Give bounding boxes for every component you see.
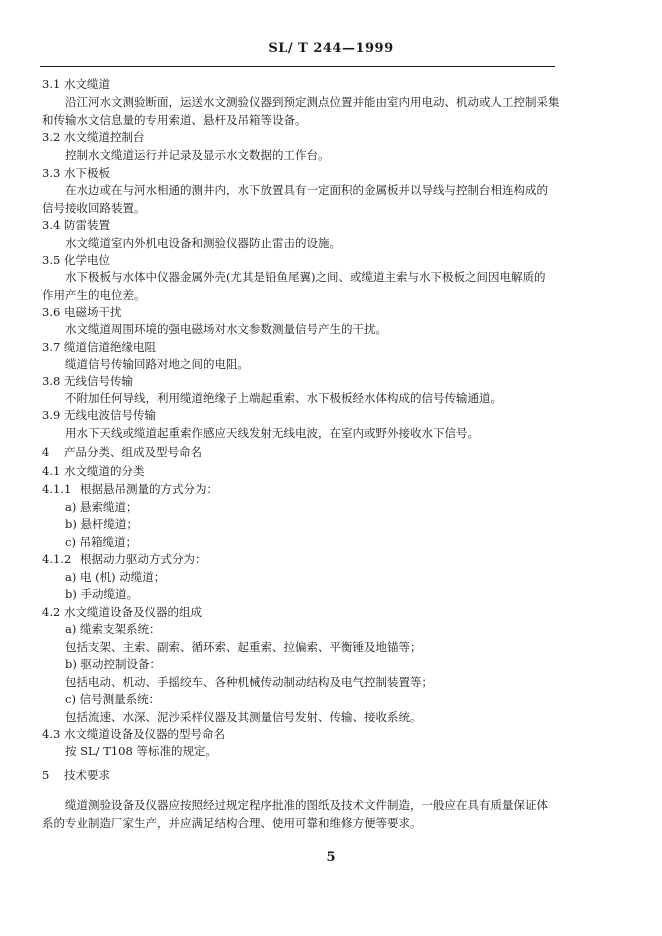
clause-title: 无线信号传输	[64, 374, 133, 388]
list-item: a) 缆索支架系统：	[65, 622, 161, 636]
clause-text: 在水边或在与河水相通的测井内，水下放置具有一定面积的金属板并以导线与控制台相连构成的	[65, 183, 548, 197]
list-item: a) 电 (机) 动缆道；	[65, 570, 166, 584]
clause-text: 缆道测验设备及仪器应按照经过规定程序批准的图纸及技术文件制造，一般应在具有质量保证体	[65, 798, 548, 812]
list-item: b) 悬杆缆道；	[65, 517, 139, 531]
clause-text: 水下极板与水体中仪器金属外壳(尤其是铅鱼尾翼)之间、或缆道主索与水下极板之间因电解质的	[65, 270, 546, 284]
page-number: 5	[326, 850, 336, 865]
clause-title: 水文缆道控制台	[64, 130, 145, 144]
chapter-title: 产品分类、组成及型号命名	[64, 445, 202, 459]
clause-number: 3.9	[42, 408, 61, 422]
clause-text: 控制水文缆道运行并记录及显示水文数据的工作台。	[65, 148, 330, 162]
clause-number: 3.7	[42, 340, 61, 354]
clause-title: 防雷装置	[64, 218, 110, 232]
clause-text: 缆道信号传输回路对地之间的电阻。	[65, 357, 249, 371]
subclause-heading	[42, 482, 218, 496]
clause-heading	[42, 374, 133, 388]
chapter-number: 5	[42, 768, 50, 782]
chapter-heading	[42, 445, 202, 459]
clause-text: 作用产生的电位差。	[42, 288, 146, 302]
clause-heading	[42, 408, 156, 422]
clause-title: 缆道信道绝缘电阻	[64, 340, 156, 354]
subclause-title: 根据动力驱动方式分为：	[80, 552, 207, 566]
clause-heading	[42, 218, 110, 232]
clause-heading	[42, 340, 156, 354]
clause-heading	[42, 77, 110, 91]
chapter-heading	[42, 768, 110, 782]
clause-text: 沿江河水文测验断面，运送水文测验仪器到预定测点位置并能由室内用电动、机动或人工控制采集	[65, 95, 560, 109]
subclause-number: 4.1.1	[42, 482, 72, 496]
clause-heading	[42, 166, 110, 180]
subclause-heading	[42, 552, 207, 566]
clause-text: 系的专业制造厂家生产，并应满足结构合理、使用可靠和维修方便等要求。	[42, 816, 422, 830]
chapter-title: 技术要求	[64, 768, 110, 782]
clause-title: 无线电波信号传输	[64, 408, 156, 422]
list-item: c) 吊箱缆道；	[65, 535, 138, 549]
clause-number: 3.5	[42, 253, 61, 267]
clause-text: 水文缆道室内外机电设备和测验仪器防止雷击的设施。	[65, 236, 341, 250]
clause-title: 水文缆道设备及仪器的组成	[64, 605, 202, 619]
clause-title: 水下极板	[64, 166, 110, 180]
clause-heading	[42, 605, 202, 619]
clause-title: 水文缆道的分类	[64, 464, 145, 478]
clause-heading	[42, 464, 145, 478]
list-item: b) 驱动控制设备：	[65, 657, 162, 671]
list-item-detail: 包括流速、水深、泥沙采样仪器及其测量信号发射、传输、接收系统。	[65, 710, 422, 724]
list-item-detail: 包括支架、主索、副索、循环索、起重索、拉偏索、平衡锤及地锚等；	[65, 640, 422, 654]
clause-title: 水文缆道设备及仪器的型号命名	[64, 727, 225, 741]
page-header: SL/ T 244—1999	[268, 41, 394, 56]
clause-number: 3.2	[42, 130, 61, 144]
clause-text: 信号接收回路装置。	[42, 201, 146, 215]
clause-text: 按 SL/ T108 等标准的规定。	[65, 744, 217, 758]
clause-number: 3.3	[42, 166, 61, 180]
clause-title: 电磁场干扰	[64, 305, 122, 319]
clause-text: 水文缆道周围环境的强电磁场对水文参数测量信号产生的干扰。	[65, 322, 387, 336]
clause-title: 水文缆道	[64, 77, 110, 91]
chapter-number: 4	[42, 445, 50, 459]
clause-number: 3.4	[42, 218, 61, 232]
clause-text: 和传输水文信息量的专用索道、悬杆及吊箱等设备。	[42, 113, 307, 127]
clause-text: 不附加任何导线，利用缆道绝缘子上端起重索、水下极板经水体构成的信号传输通道。	[65, 391, 502, 405]
clause-number: 3.1	[42, 77, 61, 91]
subclause-number: 4.1.2	[42, 552, 72, 566]
list-item: b) 手动缆道。	[65, 587, 139, 601]
clause-heading	[42, 305, 122, 319]
clause-heading	[42, 727, 225, 741]
subclause-title: 根据悬吊测量的方式分为：	[80, 482, 218, 496]
clause-number: 4.2	[42, 605, 61, 619]
clause-number: 3.8	[42, 374, 61, 388]
clause-number: 4.3	[42, 727, 61, 741]
clause-heading	[42, 130, 145, 144]
clause-heading	[42, 253, 110, 267]
clause-number: 3.6	[42, 305, 61, 319]
list-item-detail: 包括电动、机动、手摇绞车、各种机械传动制动结构及电气控制装置等；	[65, 675, 433, 689]
clause-title: 化学电位	[64, 253, 110, 267]
list-item: a) 悬索缆道；	[65, 500, 138, 514]
clause-number: 4.1	[42, 464, 61, 478]
list-item: c) 信号测量系统：	[65, 692, 161, 706]
clause-text: 用水下天线或缆道起重索作感应天线发射无线电波，在室内或野外接收水下信号。	[65, 426, 479, 440]
